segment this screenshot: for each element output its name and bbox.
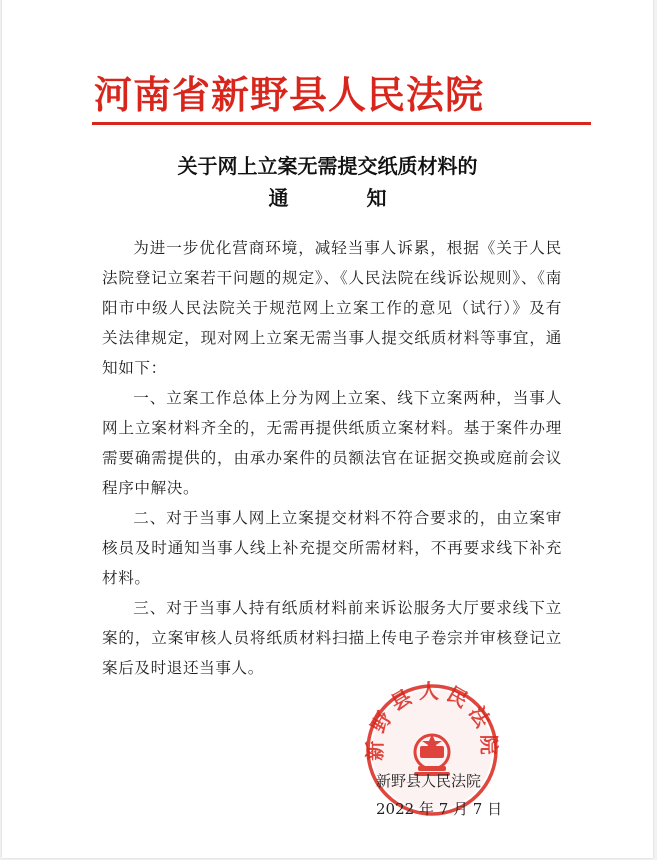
signature-date: 2022 年 7 月 7 日 — [376, 800, 503, 818]
body-paragraph-3: 三、对于当事人持有纸质材料前来诉讼服务大厅要求线下立案的，立案审核人员将纸质材料扫描上传电子卷宗并审核登记立案后及时退还当事人。 — [102, 599, 562, 677]
notice-title-char-2: 知 — [366, 186, 387, 210]
notice-title-line1: 关于网上立案无需提交纸质材料的 — [177, 154, 478, 178]
body-paragraph-1: 一、立案工作总体上分为网上立案、线下立案两种，当事人网上立案材料齐全的，无需再提供纸质立案材料。基于案件办理需要确需提供的，由承办案件的员额法官在证据交换或庭前会议程序中解决。 — [102, 389, 562, 497]
svg-text:新野县人民法院: 新野县人民法院 — [362, 680, 502, 761]
notice-body — [102, 233, 562, 683]
notice-title-line2 — [2, 182, 653, 211]
header-red-rule — [92, 122, 591, 125]
notice-title-char-1: 通 — [268, 186, 289, 210]
document-page — [2, 0, 653, 858]
body-paragraph-2: 二、对于当事人网上立案提交材料不符合要求的，由立案审核员及时通知当事人线上补充提交所需材料，不再要求线下补充材料。 — [102, 509, 562, 587]
court-name-header: 河南省新野县人民法院 — [94, 72, 485, 117]
body-paragraph-intro: 为进一步优化营商环境，减轻当事人诉累，根据《关于人民法院登记立案若干问题的规定》、《人民法院在线诉讼规则》、《南阳市中级人民法院关于规范网上立案工作的意见（试行）》及有关法律规定，现对网上立案无需当事人提交纸质材料等事宜，通知如下： — [102, 239, 562, 377]
signature-organization: 新野县人民法院 — [376, 772, 482, 790]
